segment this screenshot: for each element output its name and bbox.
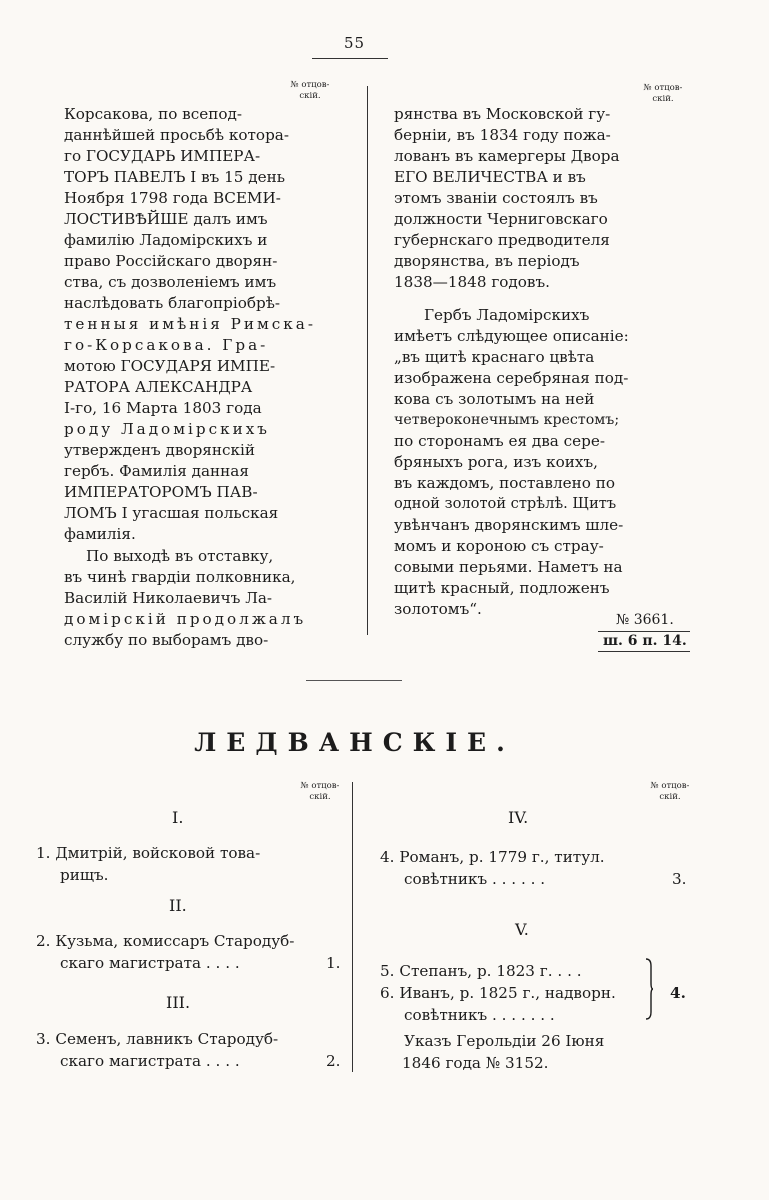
text-line: право Россійскаго дворян- <box>64 252 278 270</box>
genealogy-entry-5: 5. Степанъ, р. 1823 г. . . . <box>380 962 582 980</box>
text-line: 1838—1848 годовъ. <box>394 273 550 291</box>
text-line: берніи, въ 1834 году пожа- <box>394 126 611 144</box>
text-line: тенныя имѣнія Римска- <box>64 315 316 333</box>
text-line: ИМПЕРАТОРОМЪ ПАВ- <box>64 483 258 501</box>
text-line: въ чинѣ гвардіи полковника, <box>64 568 296 586</box>
text-line: фамилія. <box>64 525 136 543</box>
reference-underline-lower <box>598 651 690 652</box>
column-label-right: № отцов- скій. <box>643 83 683 104</box>
text-line: роду Ладомірскихъ <box>64 420 270 438</box>
text-line: въ каждомъ, поставлено по <box>394 474 615 492</box>
generation-heading: V. <box>515 920 529 939</box>
text-line: го ГОСУДАРЬ ИМПЕРА- <box>64 147 261 165</box>
text-line: момъ и короною съ страу- <box>394 537 604 555</box>
text-line: гербъ. Фамилія данная <box>64 462 249 480</box>
text-line: губернскаго предводителя <box>394 231 610 249</box>
genealogy-entry-3: 3. Семенъ, лавникъ Стародуб- скаго магистрата . . . . <box>36 1030 279 1070</box>
column-label-left: № отцов- скій. <box>290 80 330 101</box>
brace-icon <box>645 958 653 1020</box>
text-line: должности Черниговскаго <box>394 210 608 228</box>
text-line: Василій Николаевичъ Ла- <box>64 589 273 607</box>
text-line: Корсакова, по всепод- <box>64 105 242 123</box>
text-line: го-Корсакова. Гра- <box>64 336 269 354</box>
text-line: службу по выборамъ дво- <box>64 631 269 649</box>
page-number: 55 <box>343 34 366 52</box>
text-line: ства, съ дозволеніемъ имъ <box>64 273 277 291</box>
text-line: Гербъ Ладомірскихъ <box>424 306 590 324</box>
text-line: этомъ званіи состоялъ въ <box>394 189 598 207</box>
text-line: утвержденъ дворянскій <box>64 441 255 459</box>
text-line: изображена серебряная под- <box>394 369 629 387</box>
text-line: бряныхъ рога, изъ коихъ, <box>394 453 598 471</box>
generation-heading: IV. <box>508 808 529 827</box>
text-line: кова съ золотымъ на ней <box>394 390 595 408</box>
text-line: Ноября 1798 года ВСЕМИ- <box>64 189 281 207</box>
reference-location: ш. 6 п. 14. <box>603 633 687 649</box>
parent-ref: 2. <box>326 1052 341 1070</box>
column-divider-top <box>367 86 368 635</box>
text-line: домірскій продолжалъ <box>64 610 307 628</box>
parent-ref: 1. <box>326 954 341 972</box>
parent-ref: 4. <box>670 984 686 1002</box>
text-line: I-го, 16 Марта 1803 года <box>64 399 262 417</box>
text-line: По выходѣ въ отставку, <box>86 547 274 565</box>
text-line: лованъ въ камергеры Двора <box>394 147 620 165</box>
reference-underline <box>598 631 690 632</box>
genealogy-entry-1: 1. Дмитрій, войсковой това- рищъ. <box>36 844 261 884</box>
text-line: ТОРЪ ПАВЕЛЪ I въ 15 день <box>64 168 286 186</box>
text-line: РАТОРА АЛЕКСАНДРА <box>64 378 253 396</box>
generation-heading: I. <box>172 808 184 827</box>
column-label-left-bottom: № отцов- скій. <box>300 781 340 802</box>
section-separator <box>306 680 402 681</box>
text-line: даннѣйшей просьбѣ котора- <box>64 126 289 144</box>
text-line: ЛОМЪ I угасшая польская <box>64 504 279 522</box>
genealogy-entry-6: 6. Иванъ, р. 1825 г., надворн. совѣтникъ . . . . . . . <box>380 984 616 1024</box>
parent-ref: 3. <box>672 870 687 888</box>
text-line: имѣетъ слѣдующее описаніе: <box>394 327 629 345</box>
text-line: по сторонамъ ея два сере- <box>394 432 606 450</box>
text-line: фамилію Ладомірскихъ и <box>64 231 268 249</box>
generation-heading: II. <box>169 896 187 915</box>
text-line: наслѣдовать благопріобрѣ- <box>64 294 281 312</box>
text-line: четвероконечнымъ крестомъ; <box>394 412 620 428</box>
text-line: „въ щитѣ краснаго цвѣта <box>394 348 595 366</box>
text-column-right <box>394 104 684 618</box>
text-line: увѣнчанъ дворянскимъ шле- <box>394 516 624 534</box>
text-column-left <box>64 104 344 649</box>
text-line: щитѣ красный, подложенъ <box>394 579 610 597</box>
text-line: золотомъ“. <box>394 600 482 618</box>
column-label-right-bottom: № отцов- скій. <box>650 781 690 802</box>
decree: Указъ Герольдіи 26 Іюня 1846 года № 3152. <box>402 1032 605 1072</box>
genealogy-entry-2: 2. Кузьма, комиссаръ Стародуб- скаго магистрата . . . . <box>36 932 295 972</box>
generation-heading: III. <box>166 993 191 1012</box>
reference-number: № 3661. <box>616 612 674 628</box>
text-line: рянства въ Московской гу- <box>394 105 611 123</box>
text-line: ЕГО ВЕЛИЧЕСТВА и въ <box>394 168 586 186</box>
text-line: совыми перьями. Наметъ на <box>394 558 623 576</box>
page-number-rule <box>312 58 388 59</box>
text-line: дворянства, въ періодъ <box>394 252 580 270</box>
text-line: ЛОСТИВѢЙШЕ далъ имъ <box>64 210 268 228</box>
genealogy-entry-4: 4. Романъ, р. 1779 г., титул. совѣтникъ . . . . . . <box>380 848 605 888</box>
text-line: одной золотой стрѣлѣ. Щитъ <box>394 495 617 512</box>
family-title: ЛЕДВАНСКІЕ. <box>194 728 515 757</box>
column-divider-bottom <box>352 782 353 1072</box>
text-line: мотою ГОСУДАРЯ ИМПЕ- <box>64 357 276 375</box>
